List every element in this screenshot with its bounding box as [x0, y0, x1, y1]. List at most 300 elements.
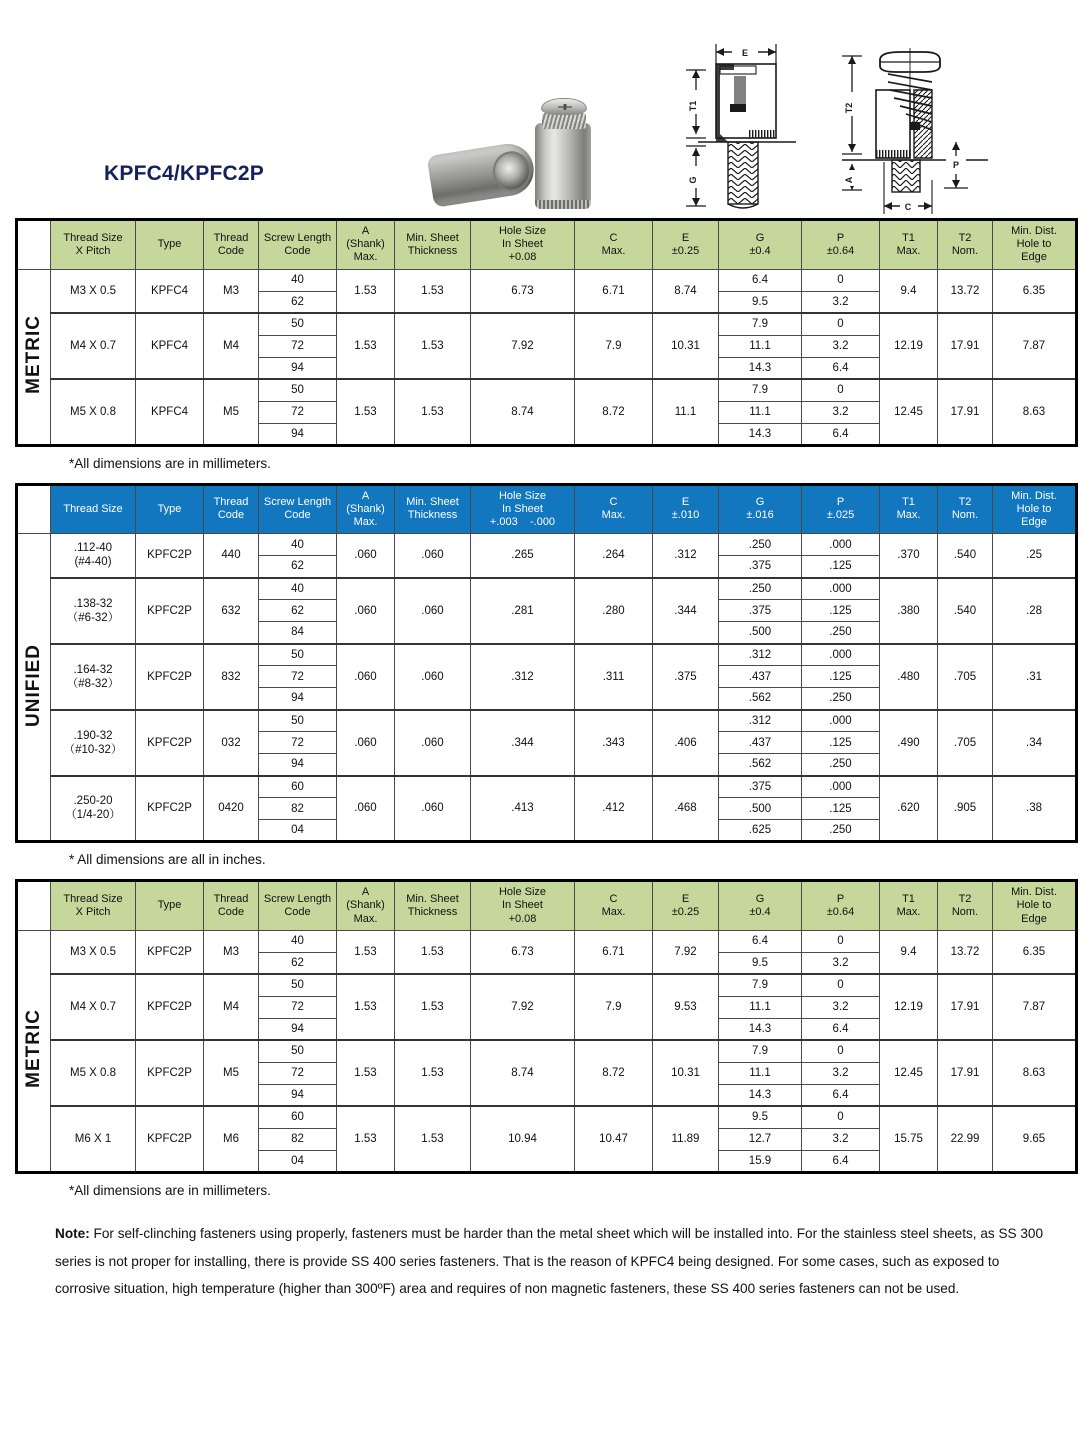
- cell-screw-length-code: 72: [259, 666, 337, 688]
- cell-g: 9.5: [719, 1106, 802, 1128]
- cell-p: .125: [802, 600, 880, 622]
- cell-thread-code: M5: [204, 1040, 259, 1106]
- cell-thread-size: M4 X 0.7: [51, 313, 136, 379]
- cell-a-shank-max: .060: [337, 644, 395, 710]
- cell-screw-length-code: 72: [259, 732, 337, 754]
- cell-g: .437: [719, 666, 802, 688]
- cell-thread-size: .138-32 （#6-32）: [51, 578, 136, 644]
- cell-min-dist: 6.35: [993, 269, 1077, 313]
- svg-text:E: E: [741, 48, 749, 58]
- table-header: [17, 484, 1077, 534]
- column-header-6: Hole Size In Sheet +.003 -.000: [471, 484, 575, 534]
- table-row: [17, 269, 1077, 291]
- cell-min-sheet-thickness: 1.53: [395, 269, 471, 313]
- table-row: [17, 776, 1077, 798]
- cell-g: 15.9: [719, 1150, 802, 1172]
- table-row: [17, 534, 1077, 556]
- table-row: [17, 644, 1077, 666]
- cell-p: .000: [802, 534, 880, 556]
- cell-screw-length-code: 40: [259, 930, 337, 952]
- column-header-13: Min. Dist. Hole to Edge: [993, 220, 1077, 270]
- column-header-4: A (Shank) Max.: [337, 220, 395, 270]
- cell-screw-length-code: 40: [259, 269, 337, 291]
- table-row: [17, 1040, 1077, 1062]
- table-body: [17, 269, 1077, 445]
- cell-min-dist: 8.63: [993, 379, 1077, 445]
- cell-p: 3.2: [802, 1128, 880, 1150]
- cell-type: KPFC2P: [136, 534, 204, 578]
- cell-p: .125: [802, 798, 880, 820]
- cell-a-shank-max: 1.53: [337, 930, 395, 974]
- cell-c-max: 6.71: [575, 269, 653, 313]
- cell-thread-code: 440: [204, 534, 259, 578]
- cell-a-shank-max: 1.53: [337, 1106, 395, 1172]
- cell-min-sheet-thickness: 1.53: [395, 313, 471, 379]
- column-header-1: Type: [136, 881, 204, 931]
- cell-min-sheet-thickness: .060: [395, 776, 471, 842]
- cell-p: 3.2: [802, 291, 880, 313]
- page-title: KPFC4/KPFC2P: [104, 162, 264, 185]
- column-header-0: Thread Size X Pitch: [51, 881, 136, 931]
- cell-p: .250: [802, 688, 880, 710]
- cell-g: .625: [719, 820, 802, 842]
- cell-a-shank-max: 1.53: [337, 1040, 395, 1106]
- cell-p: .250: [802, 820, 880, 842]
- cell-c-max: 10.47: [575, 1106, 653, 1172]
- column-header-11: T1 Max.: [880, 484, 938, 534]
- cell-c-max: 8.72: [575, 1040, 653, 1106]
- spec-table-unified-kpfc2p: [15, 483, 1078, 844]
- column-header-4: A (Shank) Max.: [337, 484, 395, 534]
- row-group-label-text: METRIC: [23, 1009, 45, 1089]
- cell-a-shank-max: .060: [337, 534, 395, 578]
- cell-g: .500: [719, 798, 802, 820]
- cell-g: 14.3: [719, 1084, 802, 1106]
- cell-e: .344: [653, 578, 719, 644]
- cell-p: 0: [802, 930, 880, 952]
- spec-table-metric-kpfc4: [15, 218, 1078, 447]
- column-header-7: C Max.: [575, 484, 653, 534]
- cell-hole-size: .265: [471, 534, 575, 578]
- cell-thread-code: M4: [204, 313, 259, 379]
- cell-screw-length-code: 94: [259, 1018, 337, 1040]
- cell-min-sheet-thickness: .060: [395, 710, 471, 776]
- column-header-1: Type: [136, 484, 204, 534]
- cell-thread-size: .164-32 （#8-32）: [51, 644, 136, 710]
- cell-p: .000: [802, 710, 880, 732]
- cell-type: KPFC2P: [136, 1106, 204, 1172]
- cell-t1-max: .620: [880, 776, 938, 842]
- column-header-12: T2 Nom.: [938, 881, 993, 931]
- column-header-9: G ±.016: [719, 484, 802, 534]
- header-area: [0, 0, 1090, 218]
- cell-p: 6.4: [802, 1084, 880, 1106]
- cell-type: KPFC2P: [136, 1040, 204, 1106]
- standoff-standing-icon: [535, 123, 591, 209]
- column-header-10: P ±0.64: [802, 881, 880, 931]
- cell-thread-size: M3 X 0.5: [51, 269, 136, 313]
- cell-p: .250: [802, 754, 880, 776]
- cell-p: .125: [802, 556, 880, 578]
- cell-g: .375: [719, 600, 802, 622]
- cell-screw-length-code: 50: [259, 379, 337, 401]
- cell-p: 3.2: [802, 401, 880, 423]
- cell-t1-max: 9.4: [880, 930, 938, 974]
- cell-t1-max: .480: [880, 644, 938, 710]
- cell-screw-length-code: 94: [259, 1084, 337, 1106]
- cell-t2-nom: 17.91: [938, 313, 993, 379]
- cell-screw-length-code: 62: [259, 556, 337, 578]
- cell-e: 11.1: [653, 379, 719, 445]
- cell-t1-max: 15.75: [880, 1106, 938, 1172]
- column-header-6: Hole Size In Sheet +0.08: [471, 881, 575, 931]
- cell-type: KPFC2P: [136, 578, 204, 644]
- row-group-label: [17, 534, 51, 842]
- cell-min-dist: 7.87: [993, 313, 1077, 379]
- column-header-13: Min. Dist. Hole to Edge: [993, 881, 1077, 931]
- column-header-0: Thread Size: [51, 484, 136, 534]
- column-header-10: P ±0.64: [802, 220, 880, 270]
- cell-e: 10.31: [653, 1040, 719, 1106]
- cell-thread-code: 632: [204, 578, 259, 644]
- cell-c-max: 7.9: [575, 974, 653, 1040]
- cell-screw-length-code: 72: [259, 401, 337, 423]
- table-body: [17, 534, 1077, 842]
- cell-hole-size: .344: [471, 710, 575, 776]
- cell-min-sheet-thickness: .060: [395, 578, 471, 644]
- cell-p: .000: [802, 644, 880, 666]
- cell-c-max: .280: [575, 578, 653, 644]
- cell-p: 0: [802, 1106, 880, 1128]
- cell-screw-length-code: 94: [259, 423, 337, 445]
- cell-screw-length-code: 72: [259, 335, 337, 357]
- cell-thread-code: 832: [204, 644, 259, 710]
- cell-t2-nom: .905: [938, 776, 993, 842]
- cell-screw-length-code: 94: [259, 688, 337, 710]
- column-header-4: A (Shank) Max.: [337, 881, 395, 931]
- cell-g: .562: [719, 754, 802, 776]
- cell-screw-length-code: 62: [259, 291, 337, 313]
- cell-screw-length-code: 72: [259, 1062, 337, 1084]
- column-header-3: Screw Length Code: [259, 484, 337, 534]
- cell-c-max: 8.72: [575, 379, 653, 445]
- screw-head-icon: [541, 98, 587, 115]
- cell-c-max: .412: [575, 776, 653, 842]
- cell-t2-nom: .540: [938, 534, 993, 578]
- cell-min-sheet-thickness: 1.53: [395, 974, 471, 1040]
- cell-type: KPFC2P: [136, 974, 204, 1040]
- cell-screw-length-code: 50: [259, 1040, 337, 1062]
- column-header-2: Thread Code: [204, 220, 259, 270]
- footnote-metric-kpfc4: *All dimensions are in millimeters.: [69, 455, 271, 471]
- row-label-corner: [17, 881, 51, 931]
- cell-e: 11.89: [653, 1106, 719, 1172]
- cell-c-max: 6.71: [575, 930, 653, 974]
- footnote-unified-kpfc2p: * All dimensions are all in inches.: [69, 852, 266, 868]
- cell-c-max: .311: [575, 644, 653, 710]
- cell-e: 7.92: [653, 930, 719, 974]
- cell-hole-size: 6.73: [471, 930, 575, 974]
- table-header: [17, 220, 1077, 270]
- cell-e: .375: [653, 644, 719, 710]
- cell-g: 9.5: [719, 291, 802, 313]
- column-header-8: E ±0.25: [653, 220, 719, 270]
- cell-t1-max: .490: [880, 710, 938, 776]
- cell-min-dist: .38: [993, 776, 1077, 842]
- footnote-metric-kpfc2p: *All dimensions are in millimeters.: [69, 1182, 271, 1198]
- column-header-7: C Max.: [575, 881, 653, 931]
- cell-hole-size: .312: [471, 644, 575, 710]
- table-body: [17, 930, 1077, 1172]
- cell-a-shank-max: 1.53: [337, 379, 395, 445]
- cell-t1-max: 12.45: [880, 1040, 938, 1106]
- cell-min-sheet-thickness: 1.53: [395, 1040, 471, 1106]
- cell-g: .375: [719, 776, 802, 798]
- cell-thread-code: 0420: [204, 776, 259, 842]
- cell-screw-length-code: 72: [259, 996, 337, 1018]
- cell-min-dist: 8.63: [993, 1040, 1077, 1106]
- cell-g: 14.3: [719, 423, 802, 445]
- cell-thread-size: .250-20 （1/4-20）: [51, 776, 136, 842]
- cell-p: .000: [802, 578, 880, 600]
- cell-thread-code: M5: [204, 379, 259, 445]
- column-header-11: T1 Max.: [880, 220, 938, 270]
- cell-t1-max: .380: [880, 578, 938, 644]
- cell-c-max: .343: [575, 710, 653, 776]
- cell-screw-length-code: 04: [259, 1150, 337, 1172]
- table-header: [17, 881, 1077, 931]
- cell-g: 7.9: [719, 313, 802, 335]
- cell-hole-size: .281: [471, 578, 575, 644]
- cell-c-max: .264: [575, 534, 653, 578]
- column-header-6: Hole Size In Sheet +0.08: [471, 220, 575, 270]
- cell-g: 11.1: [719, 996, 802, 1018]
- cell-e: 9.53: [653, 974, 719, 1040]
- table-row: [17, 930, 1077, 952]
- table-row: [17, 379, 1077, 401]
- column-header-12: T2 Nom.: [938, 220, 993, 270]
- cell-thread-size: M5 X 0.8: [51, 379, 136, 445]
- cell-t2-nom: .540: [938, 578, 993, 644]
- cell-min-sheet-thickness: 1.53: [395, 1106, 471, 1172]
- cell-p: .250: [802, 622, 880, 644]
- cell-p: 3.2: [802, 996, 880, 1018]
- cell-t2-nom: 17.91: [938, 974, 993, 1040]
- cell-p: .125: [802, 666, 880, 688]
- column-header-3: Screw Length Code: [259, 881, 337, 931]
- cell-t2-nom: 13.72: [938, 269, 993, 313]
- cell-screw-length-code: 60: [259, 1106, 337, 1128]
- svg-text:C: C: [904, 202, 912, 212]
- cell-p: 3.2: [802, 952, 880, 974]
- cell-g: .375: [719, 556, 802, 578]
- note-block: [45, 1220, 1045, 1304]
- cell-p: 0: [802, 379, 880, 401]
- cell-min-sheet-thickness: .060: [395, 644, 471, 710]
- cell-g: 11.1: [719, 1062, 802, 1084]
- column-header-12: T2 Nom.: [938, 484, 993, 534]
- cell-a-shank-max: 1.53: [337, 313, 395, 379]
- cell-e: .468: [653, 776, 719, 842]
- column-header-9: G ±0.4: [719, 220, 802, 270]
- spec-table-metric-kpfc2p: [15, 879, 1078, 1174]
- cell-t2-nom: 17.91: [938, 379, 993, 445]
- cell-a-shank-max: .060: [337, 710, 395, 776]
- table-block-metric-kpfc2p: [15, 879, 1075, 1198]
- cell-g: .562: [719, 688, 802, 710]
- cell-type: KPFC2P: [136, 710, 204, 776]
- column-header-2: Thread Code: [204, 881, 259, 931]
- table-row: [17, 578, 1077, 600]
- cell-g: 11.1: [719, 335, 802, 357]
- cell-min-dist: 6.35: [993, 930, 1077, 974]
- cell-thread-code: M4: [204, 974, 259, 1040]
- cell-type: KPFC4: [136, 269, 204, 313]
- cell-screw-length-code: 40: [259, 534, 337, 556]
- cell-screw-length-code: 94: [259, 754, 337, 776]
- cell-a-shank-max: 1.53: [337, 269, 395, 313]
- cell-p: 3.2: [802, 335, 880, 357]
- cell-g: 9.5: [719, 952, 802, 974]
- column-header-7: C Max.: [575, 220, 653, 270]
- cell-g: 12.7: [719, 1128, 802, 1150]
- cell-screw-length-code: 40: [259, 578, 337, 600]
- column-header-0: Thread Size X Pitch: [51, 220, 136, 270]
- note-body: For self-clinching fasteners using properly, fasteners must be harder than the metal sheet which will be installed into. For the stainless steel sheets, as SS 300 series is not proper for installing, there is provide SS 400 series fasteners. That is the reason of KPFC4 being designed. For some cases, such as exposed to corrosive situation, high temperature (higher than 300ºF) area and requires of non magnetic fasteners, these SS 400 series fasteners can not be used.: [55, 1225, 1044, 1297]
- cell-type: KPFC4: [136, 313, 204, 379]
- cell-t2-nom: 17.91: [938, 1040, 993, 1106]
- cell-screw-length-code: 50: [259, 644, 337, 666]
- cell-g: 7.9: [719, 1040, 802, 1062]
- cell-screw-length-code: 84: [259, 622, 337, 644]
- cell-g: .250: [719, 534, 802, 556]
- table-block-metric-kpfc4: [15, 218, 1075, 471]
- cell-p: 6.4: [802, 1150, 880, 1172]
- cell-screw-length-code: 04: [259, 820, 337, 842]
- cell-thread-size: .190-32 （#10-32）: [51, 710, 136, 776]
- cell-screw-length-code: 50: [259, 974, 337, 996]
- column-header-8: E ±.010: [653, 484, 719, 534]
- cell-hole-size: .413: [471, 776, 575, 842]
- header-row: [17, 484, 1077, 534]
- standoff-lying-icon: [427, 140, 538, 208]
- cell-g: .250: [719, 578, 802, 600]
- cell-screw-length-code: 50: [259, 313, 337, 335]
- cell-c-max: 7.9: [575, 313, 653, 379]
- cell-g: 14.3: [719, 357, 802, 379]
- cell-p: 0: [802, 974, 880, 996]
- cell-g: 14.3: [719, 1018, 802, 1040]
- cell-min-sheet-thickness: 1.53: [395, 930, 471, 974]
- cell-p: 6.4: [802, 1018, 880, 1040]
- cell-screw-length-code: 62: [259, 952, 337, 974]
- cell-type: KPFC2P: [136, 644, 204, 710]
- cell-thread-size: M4 X 0.7: [51, 974, 136, 1040]
- cell-t2-nom: 13.72: [938, 930, 993, 974]
- cell-hole-size: 6.73: [471, 269, 575, 313]
- cell-t1-max: .370: [880, 534, 938, 578]
- cell-t2-nom: 22.99: [938, 1106, 993, 1172]
- svg-text:P: P: [952, 160, 960, 170]
- cell-thread-size: M6 X 1: [51, 1106, 136, 1172]
- cell-t1-max: 12.19: [880, 974, 938, 1040]
- cell-screw-length-code: 50: [259, 710, 337, 732]
- spring-icon: [542, 113, 586, 129]
- cell-screw-length-code: 60: [259, 776, 337, 798]
- cell-e: .312: [653, 534, 719, 578]
- cell-hole-size: 7.92: [471, 974, 575, 1040]
- header-row: [17, 220, 1077, 270]
- column-header-5: Min. Sheet Thickness: [395, 881, 471, 931]
- cell-a-shank-max: .060: [337, 578, 395, 644]
- cell-g: 6.4: [719, 930, 802, 952]
- cell-p: 0: [802, 269, 880, 291]
- cell-type: KPFC2P: [136, 776, 204, 842]
- cell-type: KPFC2P: [136, 930, 204, 974]
- cell-thread-size: M3 X 0.5: [51, 930, 136, 974]
- row-group-label: [17, 930, 51, 1172]
- cell-min-dist: .25: [993, 534, 1077, 578]
- column-header-8: E ±0.25: [653, 881, 719, 931]
- cell-p: 0: [802, 313, 880, 335]
- svg-text:T2: T2: [844, 102, 854, 114]
- cell-screw-length-code: 82: [259, 1128, 337, 1150]
- cell-hole-size: 8.74: [471, 1040, 575, 1106]
- cell-thread-code: M3: [204, 269, 259, 313]
- column-header-11: T1 Max.: [880, 881, 938, 931]
- cell-a-shank-max: 1.53: [337, 974, 395, 1040]
- cell-thread-size: M5 X 0.8: [51, 1040, 136, 1106]
- diagram-cross-section-left: [668, 30, 838, 215]
- cell-screw-length-code: 62: [259, 600, 337, 622]
- row-group-label-text: METRIC: [23, 315, 45, 394]
- cell-min-dist: .28: [993, 578, 1077, 644]
- column-header-3: Screw Length Code: [259, 220, 337, 270]
- cell-screw-length-code: 82: [259, 798, 337, 820]
- svg-text:T1: T1: [688, 100, 698, 112]
- cell-t2-nom: .705: [938, 710, 993, 776]
- cell-g: .312: [719, 644, 802, 666]
- cell-t1-max: 9.4: [880, 269, 938, 313]
- cell-t2-nom: .705: [938, 644, 993, 710]
- cell-e: 10.31: [653, 313, 719, 379]
- cell-p: 6.4: [802, 357, 880, 379]
- column-header-13: Min. Dist. Hole to Edge: [993, 484, 1077, 534]
- diagram-cross-section-right: [828, 30, 1003, 220]
- product-photo: [430, 88, 645, 213]
- cell-min-dist: 7.87: [993, 974, 1077, 1040]
- cell-a-shank-max: .060: [337, 776, 395, 842]
- svg-text:G: G: [688, 176, 698, 184]
- column-header-2: Thread Code: [204, 484, 259, 534]
- cell-thread-code: M6: [204, 1106, 259, 1172]
- table-row: [17, 1106, 1077, 1128]
- cell-g: .437: [719, 732, 802, 754]
- note-label: Note:: [55, 1225, 90, 1241]
- column-header-9: G ±0.4: [719, 881, 802, 931]
- cell-min-dist: .31: [993, 644, 1077, 710]
- cell-g: .312: [719, 710, 802, 732]
- row-group-label: [17, 269, 51, 445]
- cell-thread-code: 032: [204, 710, 259, 776]
- cell-g: 7.9: [719, 379, 802, 401]
- svg-text:A: A: [844, 176, 854, 184]
- column-header-1: Type: [136, 220, 204, 270]
- cell-min-dist: .34: [993, 710, 1077, 776]
- cell-g: 7.9: [719, 974, 802, 996]
- cell-min-dist: 9.65: [993, 1106, 1077, 1172]
- cell-g: 6.4: [719, 269, 802, 291]
